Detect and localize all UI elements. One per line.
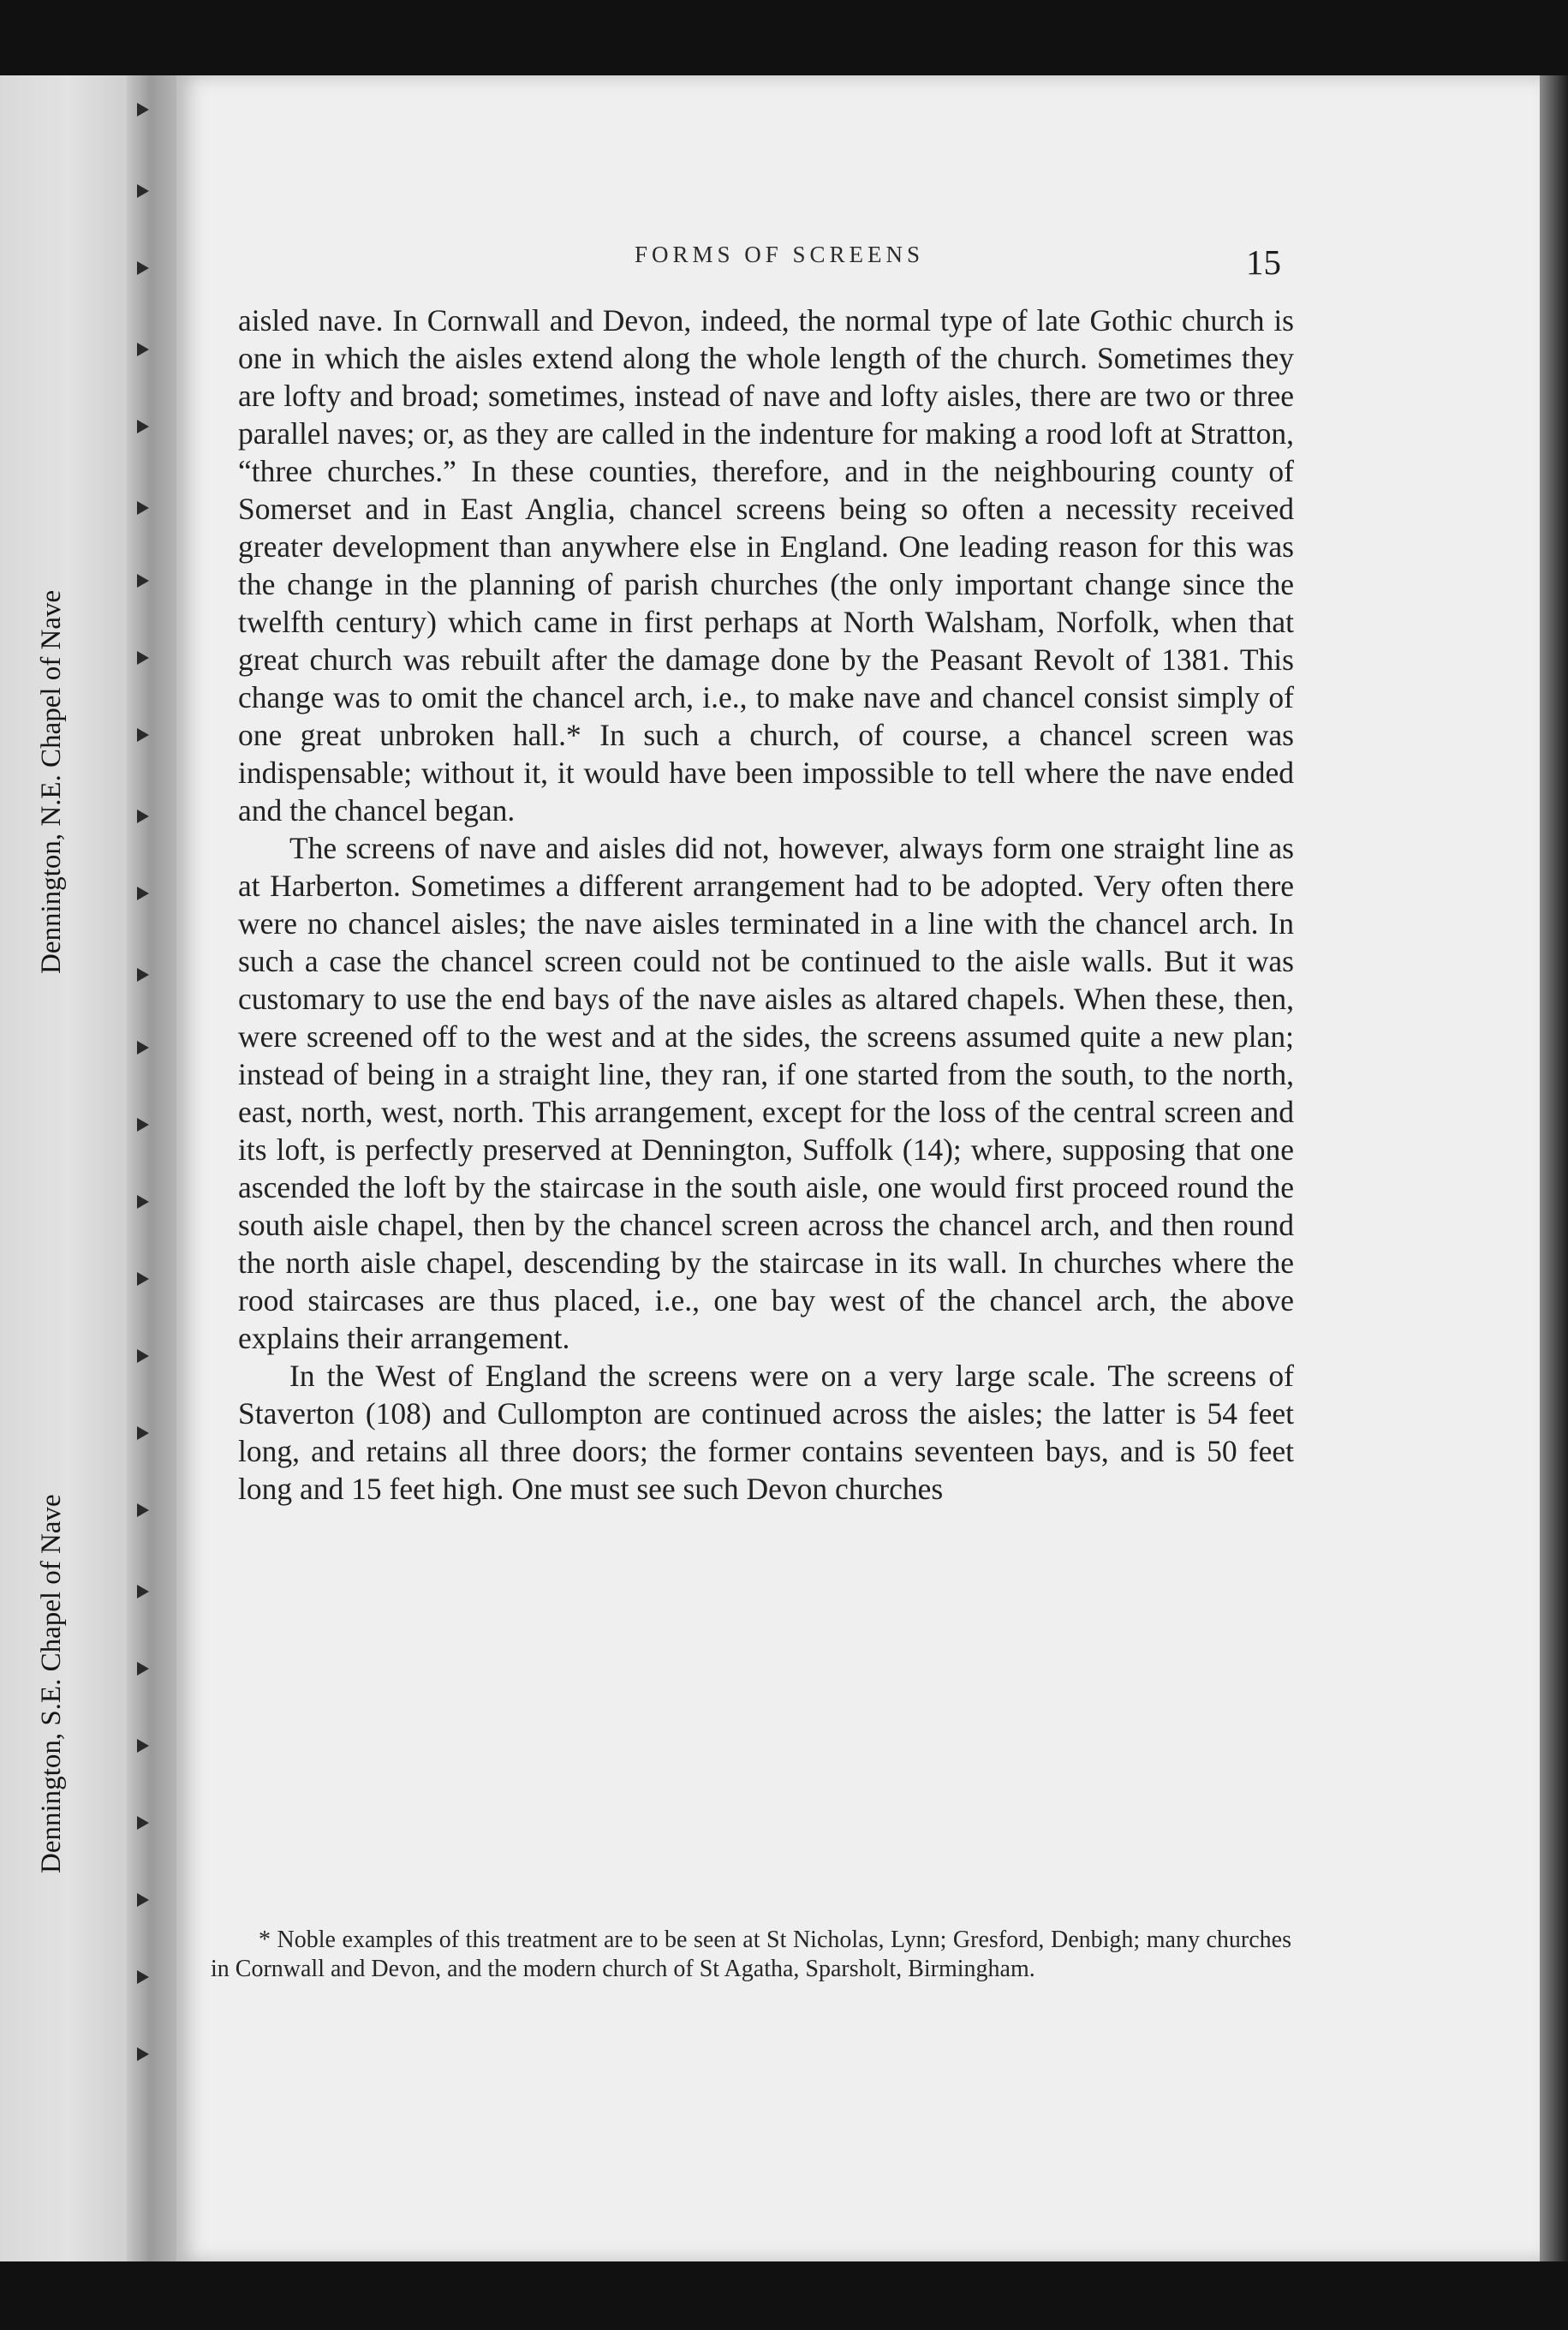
- binding-mark: [137, 1503, 149, 1517]
- binding-mark: [137, 1970, 149, 1984]
- page-number: 15: [1246, 242, 1281, 282]
- binding-mark: [137, 103, 149, 116]
- plate-caption-bottom: Dennington, S.E. Chapel of Nave: [36, 1494, 67, 1873]
- binding-mark: [137, 651, 149, 665]
- binding-mark: [137, 1426, 149, 1440]
- plate-caption-top: Dennington, N.E. Chapel of Nave: [36, 589, 67, 975]
- body-text: [238, 302, 1294, 1508]
- paragraph: The screens of nave and aisles did not, however, always form one straight line as at Harberton. Sometimes a different arrangement had to be adopted. Very often there were no chancel aisles; the nave aisles terminated in a line with the chancel arch. In such a case the chancel screen could not be continued to the aisle walls. But it was customary to use the end bays of the nave aisles as altared chapels. When these, then, were screened off to the west and at the sides, the screens assumed quite a new plan; instead of being in a straight line, they ran, if one started from the south, to the north, east, north, west, north. This arrangement, except for the loss of the central screen and its loft, is perfectly preserved at Dennington, Suffolk (14); where, supposing that one ascended the loft by the staircase in the south aisle, one would first proceed round the south aisle chapel, then by the chancel screen across the chancel arch, and then round the north aisle chapel, descending by the staircase in its wall. In churches where the rood staircases are thus placed, i.e., one bay west of the chancel arch, the above explains their arrangement.: [238, 831, 1294, 1355]
- binding-mark: [137, 184, 149, 198]
- binding-mark: [137, 810, 149, 823]
- footnote: * Noble examples of this treatment are to be seen at St Nicholas, Lynn; Gresford, Denbigh; many churches in Cornwall and Devon, and the modern church of St Agatha, Sparsholt, Birmingham.: [211, 1927, 1291, 1982]
- binding-mark: [137, 1195, 149, 1209]
- binding-mark: [137, 2047, 149, 2061]
- binding-mark: [137, 574, 149, 588]
- binding-mark: [137, 1662, 149, 1676]
- page-edge-shadow: [1540, 75, 1568, 2261]
- book-spine: [127, 75, 180, 2261]
- binding-mark: [137, 1118, 149, 1132]
- binding-mark: [137, 261, 149, 275]
- running-title: FORMS OF SCREENS: [634, 242, 925, 267]
- binding-mark: [137, 1816, 149, 1830]
- binding-mark: [137, 501, 149, 515]
- binding-mark: [137, 1272, 149, 1286]
- binding-mark: [137, 887, 149, 900]
- paragraph: In the West of England the screens were on a very large scale. The screens of Staverton (108) and Cullompton are continued across the aisles; the latter is 54 feet long, and retains all three doors; the former contains seventeen bays, and is 50 feet long and 15 feet high. One must see such Devon churches: [238, 1359, 1294, 1506]
- binding-mark: [137, 728, 149, 742]
- binding-mark: [137, 343, 149, 356]
- binding-mark: [137, 1041, 149, 1054]
- paragraph: aisled nave. In Cornwall and Devon, indeed, the normal type of late Gothic church is one in which the aisles extend along the whole length of the church. Sometimes they are lofty and broad; sometimes, instead of nave and lofty aisles, there are two or three parallel naves; or, as they are called in the indenture for making a rood loft at Stratton, “three churches.” In these counties, therefore, and in the neighbouring county of Somerset and in East Anglia, chancel screens being so often a necessity received greater development than anywhere else in England. One leading reason for this was the change in the planning of parish churches (the only important change since the twelfth century) which came in first perhaps at North Walsham, Norfolk, when that great church was rebuilt after the damage done by the Peasant Revolt of 1381. This change was to omit the chancel arch, i.e., to make nave and chancel consist simply of one great unbroken hall.* In such a church, of course, a chancel screen was indispensable; without it, it would have been impossible to tell where the nave ended and the chancel began.: [238, 303, 1294, 827]
- binding-mark: [137, 420, 149, 433]
- binding-mark: [137, 1349, 149, 1363]
- binding-mark: [137, 1739, 149, 1753]
- binding-mark: [137, 1585, 149, 1598]
- binding-mark: [137, 1893, 149, 1907]
- binding-mark: [137, 968, 149, 982]
